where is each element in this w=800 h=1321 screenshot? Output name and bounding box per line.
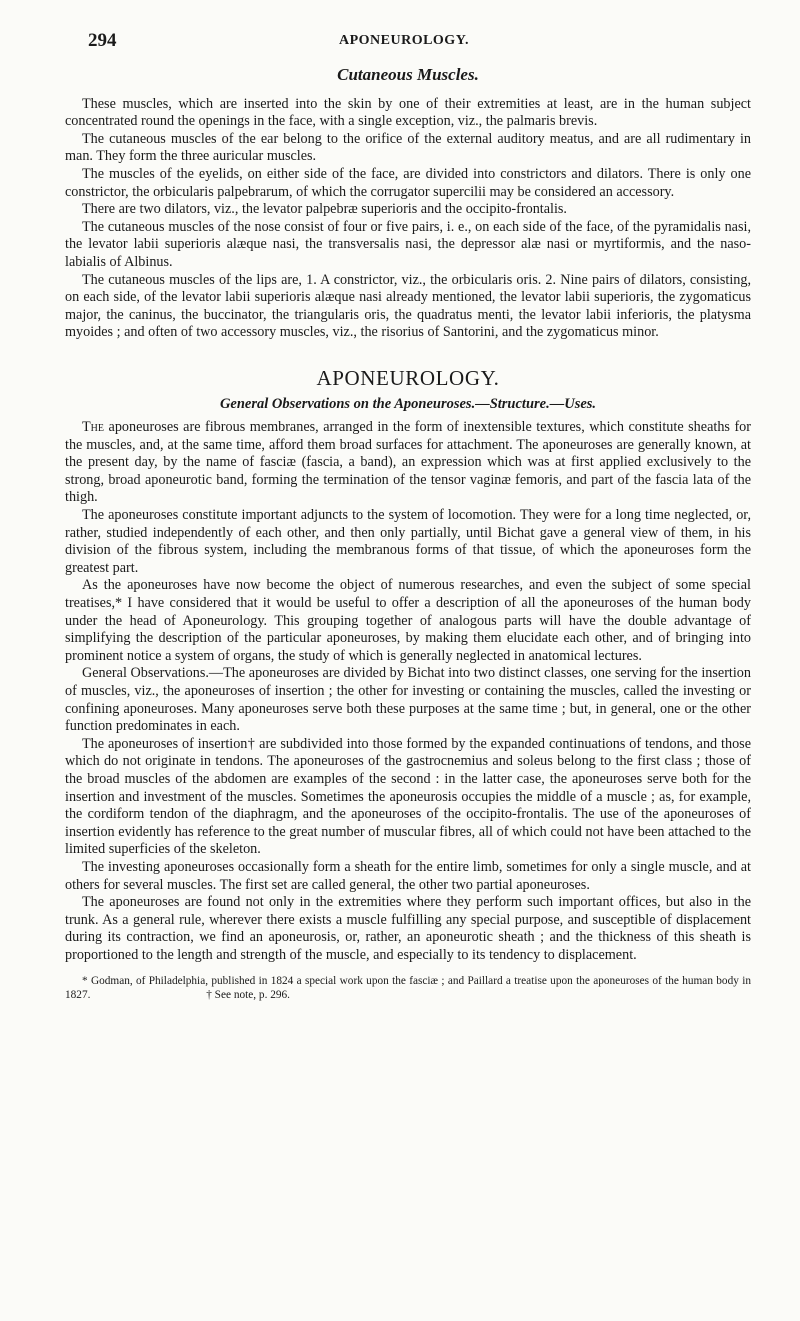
- paragraph-first-word: The: [82, 419, 104, 436]
- footnote: * Godman, of Philadelphia, published in 1824 a special work upon the fasciæ ; and Paillard a treatise upon the aponeuroses of the human body in 1827. † See note, p. 296.: [65, 974, 754, 1001]
- paragraph: These muscles, which are inserted into the skin by one of their extremities at least, are in the human subject concentrated round the openings in the face, with a single exception, viz., the palmaris brevis.: [65, 95, 751, 130]
- paragraph: The aponeuroses constitute important adjuncts to the system of locomotion. They were for a long time neglected, or, rather, studied independently of each other, and then only partially, until Bichat gave a general view of them, in his division of the fibrous system, including the membranous forms of that tissue, of which the aponeuroses form the greatest part.: [65, 507, 751, 576]
- paragraph: The cutaneous muscles of the lips are, 1. A constrictor, viz., the orbicularis oris. 2. Nine pairs of dilators, consisting, on each side, of the levator labii superioris alæque nasi already mentioned, the levator labii superioris, the zygomaticus major, the caninus, the buccinator, the triangularis oris, the quadratus menti, the levator labii inferioris, the platysma myoides ; and often of two accessory muscles, viz., the risorius of Santorini, and the zygomaticus minor.: [65, 271, 751, 341]
- paragraph: The investing aponeuroses occasionally form a sheath for the entire limb, sometimes for only a single muscle, and at others for several muscles. The first set are called general, the other two partial aponeuroses.: [65, 858, 751, 893]
- section-title-cutaneous-muscles: Cutaneous Muscles.: [337, 65, 479, 84]
- page-header: [88, 30, 720, 54]
- paragraph: [65, 419, 751, 507]
- page-number: 294: [88, 30, 117, 51]
- running-head: APONEUROLOGY.: [338, 33, 470, 48]
- paragraph: As the aponeuroses have now become the object of numerous researches, and even the subject of some special treatises,* I have considered that it would be useful to offer a description of all the aponeuroses of the human body under the head of Aponeurology. This grouping together of analogous parts will have the double advantage of simplifying the description of the particular aponeuroses, by making them elucidate each other, and of bringing into prominent notice a system of organs, the study of which is generally neglected in anatomical lectures.: [65, 577, 751, 664]
- paragraph: There are two dilators, viz., the levator palpebræ superioris and the occipito-frontalis.: [82, 201, 567, 218]
- chapter-subheading: General Observations on the Aponeuroses.—Structure.—Uses.: [219, 395, 597, 412]
- paragraph: The muscles of the eyelids, on either side of the face, are divided into constrictors and dilators. There is only one constrictor, the orbicularis palpebrarum, of which the corrugator supercilii may be considered an accessory.: [65, 165, 751, 200]
- paragraph: The cutaneous muscles of the ear belong to the orifice of the external auditory meatus, and are all rudimentary in man. They form the three auricular muscles.: [65, 130, 751, 165]
- paragraph: The aponeuroses of insertion† are subdivided into those formed by the expanded continuations of tendons, and those which do not originate in tendons. The aponeuroses of the gastrocnemius and soleus belong to the first class ; those of the broad muscles of the abdomen are examples of the second : in the latter case, the aponeuroses serve both for the insertion and investment of the muscles. Sometimes the aponeurosis occupies the middle of a muscle ; as, for example, the cordiform tendon of the diaphragm, and the aponeuroses of the occipito-frontalis. The use of the aponeuroses of insertion evidently has reference to the great number of muscular fibres, all of which could not have been attached to the limited superficies of the skeleton.: [65, 735, 751, 858]
- footnotes: [65, 974, 754, 1002]
- paragraph-text: aponeuroses are fibrous membranes, arranged in the form of inextensible textures, which constitute sheaths for the muscles, and, at the same time, afford them broad surfaces for attachment. The aponeuroses are generally known, at the present day, by the name of fasciæ (fascia, a band), an expression which was at first applied exclusively to the strong, broad aponeurotic band, forming the termination of the tensor vaginæ femoris, and part of the fascia lata of the thigh.: [65, 419, 751, 506]
- chapter-heading-aponeurology: APONEUROLOGY.: [316, 365, 500, 390]
- paragraph: The aponeuroses are found not only in the extremities where they perform such important offices, but also in the trunk. As a general rule, wherever there exists a muscle fulfilling any special purpose, and susceptible of displacement during its contraction, we find an aponeurosis, or, rather, an aponeurotic sheath ; and the thickness of this sheath is proportioned to the length and strength of the muscle, and especially to its tendency to displacement.: [65, 894, 751, 963]
- page-body: [65, 65, 754, 1002]
- paragraph: General Observations.—The aponeuroses are divided by Bichat into two distinct classes, one serving for the insertion of muscles, viz., the aponeuroses of insertion ; the other for investing or containing the muscles, called the investing or confining aponeuroses. Many aponeuroses serve both these purposes at the same time ; but, in general, one or the other function predominates in each.: [65, 665, 751, 735]
- paragraph: The cutaneous muscles of the nose consist of four or five pairs, i. e., on each side of the face, of the pyramidalis nasi, the levator labii superioris alæque nasi, the transversalis nasi, the depressor alæ nasi or myrtiformis, and the naso-labialis of Albinus.: [65, 218, 751, 270]
